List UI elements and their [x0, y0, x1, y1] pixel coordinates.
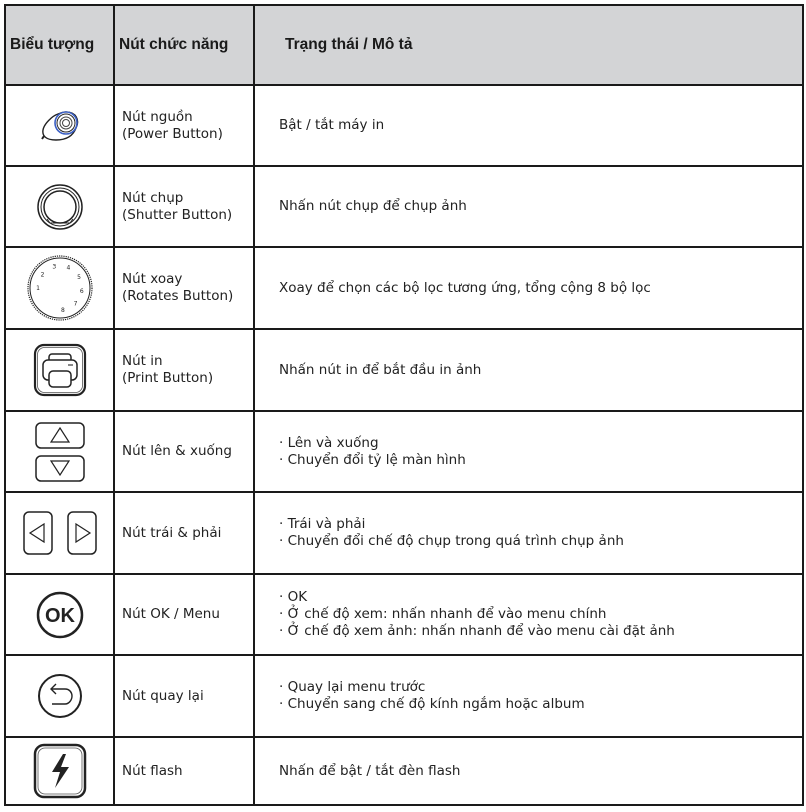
- icon-cell: [5, 655, 114, 737]
- description-cell: [254, 655, 803, 737]
- table-row-back: [5, 655, 803, 737]
- description-item: · Lên và xuống: [279, 435, 802, 452]
- description-cell: [254, 737, 803, 805]
- left-right-buttons-icon: [20, 508, 100, 558]
- description-text: Xoay để chọn các bộ lọc tương ứng, tổng cộng 8 bộ lọc: [279, 279, 651, 296]
- table-row-flash: [5, 737, 803, 805]
- description-item: · Quay lại menu trước: [279, 679, 802, 696]
- table-row-power: [5, 85, 803, 166]
- ok-label: OK: [44, 604, 75, 627]
- function-name: Nút OK / Menu: [122, 606, 220, 622]
- table-row-print: [5, 329, 803, 411]
- description-text: Bật / tắt máy in: [279, 117, 385, 133]
- description-cell: [254, 329, 803, 411]
- description-item: · Ở chế độ xem ảnh: nhấn nhanh để vào menu cài đặt ảnh: [279, 623, 802, 640]
- description-item: · OK: [279, 589, 802, 606]
- dial-mark: 6: [79, 287, 84, 295]
- description-cell: [254, 492, 803, 574]
- description-cell: [254, 166, 803, 247]
- table-row-ok-menu: [5, 574, 803, 655]
- icon-cell: [5, 574, 114, 655]
- up-down-buttons-icon: [33, 420, 87, 484]
- description-cell: [254, 411, 803, 492]
- function-cell: [114, 166, 254, 247]
- icon-cell: [5, 166, 114, 247]
- function-name: Nút trái & phải: [122, 524, 222, 541]
- function-name: Nút xoay: [122, 271, 183, 287]
- dial-mark: 5: [76, 274, 81, 281]
- description-item: · Trái và phải: [279, 516, 802, 533]
- dial-mark: 1: [35, 285, 40, 292]
- function-name: Nút lên & xuống: [122, 443, 232, 459]
- icon-cell: [5, 329, 114, 411]
- back-button-icon: [35, 671, 85, 721]
- function-cell: [114, 492, 254, 574]
- dial-mark: 2: [40, 271, 44, 279]
- description-item: · Chuyển sang chế độ kính ngắm hoặc album: [279, 696, 802, 713]
- dial-mark: 4: [65, 264, 70, 272]
- table-row-shutter: [5, 166, 803, 247]
- description-item: · Ở chế độ xem: nhấn nhanh để vào menu chính: [279, 606, 802, 623]
- function-cell: [114, 574, 254, 655]
- description-item: · Chuyển đổi tỷ lệ màn hình: [279, 452, 802, 469]
- icon-cell: [5, 737, 114, 805]
- description-text: Nhấn nút chụp để chụp ảnh: [279, 198, 467, 214]
- description-cell: [254, 247, 803, 329]
- description-cell: [254, 574, 803, 655]
- description-cell: [254, 85, 803, 166]
- dial-mark: 8: [60, 306, 65, 314]
- function-cell: [114, 247, 254, 329]
- function-cell: [114, 411, 254, 492]
- description-text: Nhấn nút in để bắt đầu in ảnh: [279, 361, 482, 378]
- function-name: Nút in: [122, 353, 163, 369]
- table-row-up-down: [5, 411, 803, 492]
- header-function: Nút chức năng: [114, 5, 254, 85]
- icon-cell: [5, 411, 114, 492]
- function-name-en: (Shutter Button): [122, 206, 233, 223]
- rotary-dial-icon: [25, 253, 95, 323]
- print-button-icon: [32, 342, 88, 398]
- description-item: · Chuyển đổi chế độ chụp trong quá trình chụp ảnh: [279, 533, 802, 550]
- function-name-en: (Rotates Button): [122, 288, 234, 304]
- icon-cell: [5, 85, 114, 166]
- function-name: Nút quay lại: [122, 687, 204, 704]
- function-name: Nút chụp: [122, 189, 184, 206]
- table-row-rotary: [5, 247, 803, 329]
- button-function-table: [4, 4, 804, 806]
- power-button-icon: [36, 106, 84, 146]
- dial-mark: 3: [51, 263, 56, 271]
- icon-cell: [5, 247, 114, 329]
- table-header-row: [5, 5, 803, 85]
- header-description: Trạng thái / Mô tả: [254, 5, 803, 85]
- function-name: Nút nguồn: [122, 108, 193, 125]
- function-cell: [114, 655, 254, 737]
- function-name-en: (Print Button): [122, 370, 214, 386]
- function-cell: [114, 329, 254, 411]
- shutter-button-icon: [35, 182, 85, 232]
- function-name-en: (Power Button): [122, 125, 223, 142]
- table-row-left-right: [5, 492, 803, 574]
- flash-button-icon: [32, 742, 88, 800]
- function-cell: [114, 737, 254, 805]
- function-name: Nút flash: [122, 762, 183, 779]
- icon-cell: [5, 492, 114, 574]
- dial-mark: 7: [73, 300, 78, 308]
- description-text: Nhấn để bật / tắt đèn flash: [279, 762, 461, 779]
- header-icon: Biểu tượng: [5, 5, 114, 85]
- ok-menu-button-icon: [35, 590, 85, 640]
- function-cell: [114, 85, 254, 166]
